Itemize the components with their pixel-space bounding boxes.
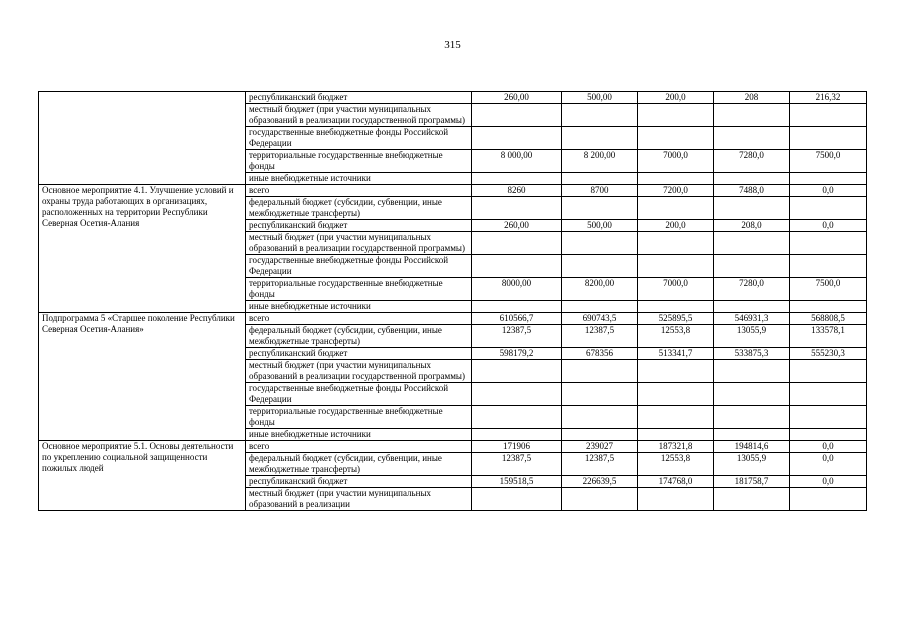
value-cell-4 [714,232,790,255]
value-cell-2 [562,127,638,150]
value-cell-3 [638,429,714,441]
value-cell-4: 208 [714,92,790,104]
funding-source-cell: иные внебюджетные источники [246,429,472,441]
funding-source-cell: федеральный бюджет (субсидии, субвенции, иные межбюджетные трансферты) [246,197,472,220]
funding-source-cell: государственные внебюджетные фонды Российской Федерации [246,255,472,278]
value-cell-5: 7500,0 [790,150,867,173]
value-cell-5: 555230,3 [790,348,867,360]
value-cell-5: 0,0 [790,185,867,197]
value-cell-4: 181758,7 [714,476,790,488]
funding-source-cell: иные внебюджетные источники [246,173,472,185]
value-cell-1 [472,429,562,441]
value-cell-5 [790,383,867,406]
value-cell-1: 598179,2 [472,348,562,360]
value-cell-1 [472,406,562,429]
value-cell-4 [714,173,790,185]
value-cell-2 [562,104,638,127]
funding-source-cell: государственные внебюджетные фонды Российской Федерации [246,127,472,150]
value-cell-4: 194814,6 [714,441,790,453]
value-cell-3: 513341,7 [638,348,714,360]
value-cell-4 [714,360,790,383]
value-cell-5 [790,255,867,278]
value-cell-3 [638,255,714,278]
value-cell-5: 568808,5 [790,313,867,325]
page-number: 315 [444,39,461,51]
table-row [39,185,867,197]
value-cell-3: 200,0 [638,92,714,104]
value-cell-2: 690743,5 [562,313,638,325]
funding-source-cell: территориальные государственные внебюджетные фонды [246,406,472,429]
value-cell-1 [472,197,562,220]
value-cell-3: 187321,8 [638,441,714,453]
value-cell-4: 208,0 [714,220,790,232]
value-cell-5 [790,301,867,313]
funding-source-cell: всего [246,185,472,197]
value-cell-4: 7280,0 [714,150,790,173]
activity-cell [39,92,246,185]
funding-source-cell: местный бюджет (при участии муниципальных образований в реализации государственной программы) [246,360,472,383]
value-cell-5: 0,0 [790,441,867,453]
value-cell-1: 159518,5 [472,476,562,488]
value-cell-5 [790,488,867,511]
value-cell-2: 12387,5 [562,453,638,476]
value-cell-1: 171906 [472,441,562,453]
value-cell-1: 610566,7 [472,313,562,325]
value-cell-2 [562,488,638,511]
value-cell-1 [472,127,562,150]
value-cell-4 [714,429,790,441]
value-cell-2: 500,00 [562,220,638,232]
value-cell-2: 500,00 [562,92,638,104]
table-row [39,92,867,104]
value-cell-2: 8200,00 [562,278,638,301]
value-cell-4 [714,127,790,150]
value-cell-3 [638,301,714,313]
value-cell-2: 8 200,00 [562,150,638,173]
value-cell-1 [472,173,562,185]
value-cell-1 [472,301,562,313]
value-cell-5: 216,32 [790,92,867,104]
value-cell-1: 12387,5 [472,453,562,476]
funding-source-cell: всего [246,441,472,453]
value-cell-2: 12387,5 [562,325,638,348]
value-cell-4 [714,104,790,127]
activity-cell: Подпрограмма 5 «Старшее поколение Республики Северная Осетия-Алания» [39,313,246,441]
value-cell-3 [638,406,714,429]
value-cell-5: 0,0 [790,476,867,488]
value-cell-2 [562,406,638,429]
value-cell-2 [562,197,638,220]
value-cell-5 [790,429,867,441]
value-cell-5: 0,0 [790,453,867,476]
funding-source-cell: местный бюджет (при участии муниципальных образований в реализации [246,488,472,511]
table-row [39,313,867,325]
value-cell-3 [638,197,714,220]
funding-source-cell: республиканский бюджет [246,476,472,488]
value-cell-5: 7500,0 [790,278,867,301]
budget-table [38,91,867,511]
value-cell-3: 7000,0 [638,278,714,301]
value-cell-4: 13055,9 [714,453,790,476]
value-cell-1 [472,488,562,511]
funding-source-cell: республиканский бюджет [246,92,472,104]
value-cell-5 [790,232,867,255]
value-cell-3 [638,232,714,255]
value-cell-4: 533875,3 [714,348,790,360]
value-cell-3: 525895,5 [638,313,714,325]
funding-source-cell: федеральный бюджет (субсидии, субвенции, иные межбюджетные трансферты) [246,453,472,476]
value-cell-2 [562,232,638,255]
value-cell-1: 260,00 [472,220,562,232]
value-cell-1: 8 000,00 [472,150,562,173]
value-cell-5 [790,197,867,220]
value-cell-3 [638,173,714,185]
value-cell-5 [790,406,867,429]
value-cell-4 [714,406,790,429]
activity-cell: Основное мероприятие 5.1. Основы деятельности по укреплению социальной защищенности пожилых людей [39,441,246,511]
activity-cell: Основное мероприятие 4.1. Улучшение условий и охраны труда работающих в организациях, расположенных на территории Республики Северная Осетия-Алания [39,185,246,313]
value-cell-1 [472,232,562,255]
value-cell-5 [790,104,867,127]
funding-source-cell: государственные внебюджетные фонды Российской Федерации [246,383,472,406]
value-cell-1: 8000,00 [472,278,562,301]
funding-source-cell: территориальные государственные внебюджетные фонды [246,278,472,301]
value-cell-4 [714,255,790,278]
value-cell-2 [562,383,638,406]
funding-source-cell: иные внебюджетные источники [246,301,472,313]
value-cell-4 [714,383,790,406]
value-cell-2: 239027 [562,441,638,453]
value-cell-4: 7280,0 [714,278,790,301]
value-cell-4: 7488,0 [714,185,790,197]
funding-source-cell: республиканский бюджет [246,348,472,360]
value-cell-3: 12553,8 [638,453,714,476]
value-cell-1 [472,255,562,278]
value-cell-2: 8700 [562,185,638,197]
funding-source-cell: республиканский бюджет [246,220,472,232]
value-cell-3 [638,127,714,150]
value-cell-5 [790,173,867,185]
funding-source-cell: местный бюджет (при участии муниципальных образований в реализации государственной программы) [246,104,472,127]
value-cell-3 [638,383,714,406]
value-cell-3: 7200,0 [638,185,714,197]
value-cell-3 [638,360,714,383]
value-cell-2: 226639,5 [562,476,638,488]
funding-source-cell: федеральный бюджет (субсидии, субвенции, иные межбюджетные трансферты) [246,325,472,348]
value-cell-1: 12387,5 [472,325,562,348]
value-cell-3 [638,488,714,511]
value-cell-4 [714,301,790,313]
value-cell-1: 260,00 [472,92,562,104]
value-cell-3: 12553,8 [638,325,714,348]
value-cell-2 [562,301,638,313]
value-cell-5 [790,127,867,150]
value-cell-5: 133578,1 [790,325,867,348]
value-cell-2 [562,429,638,441]
value-cell-2: 678356 [562,348,638,360]
value-cell-1 [472,360,562,383]
value-cell-2 [562,173,638,185]
value-cell-3: 7000,0 [638,150,714,173]
value-cell-5 [790,360,867,383]
value-cell-3: 200,0 [638,220,714,232]
value-cell-3: 174768,0 [638,476,714,488]
funding-source-cell: местный бюджет (при участии муниципальных образований в реализации государственной программы) [246,232,472,255]
value-cell-2 [562,360,638,383]
value-cell-4: 13055,9 [714,325,790,348]
value-cell-1 [472,383,562,406]
value-cell-4 [714,197,790,220]
value-cell-3 [638,104,714,127]
value-cell-1 [472,104,562,127]
value-cell-2 [562,255,638,278]
value-cell-4: 546931,3 [714,313,790,325]
budget-table-body [39,92,867,511]
table-row [39,441,867,453]
value-cell-5: 0,0 [790,220,867,232]
funding-source-cell: территориальные государственные внебюджетные фонды [246,150,472,173]
value-cell-4 [714,488,790,511]
value-cell-1: 8260 [472,185,562,197]
funding-source-cell: всего [246,313,472,325]
